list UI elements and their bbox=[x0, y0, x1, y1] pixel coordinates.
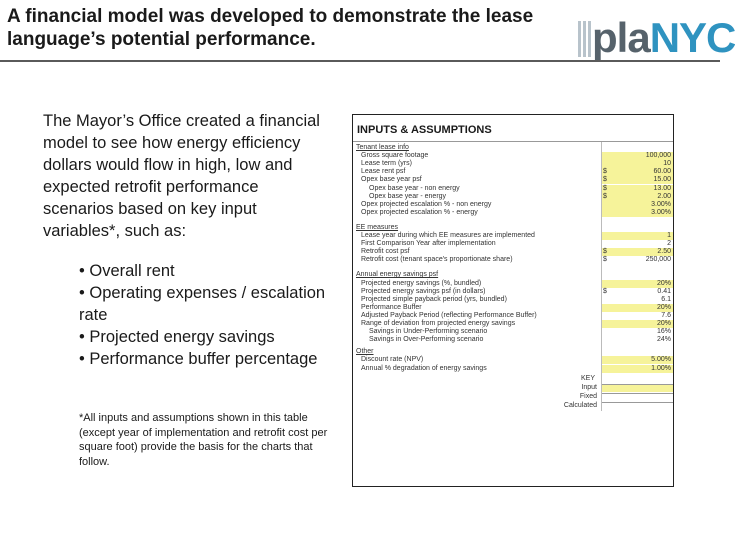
key-swatch bbox=[601, 402, 673, 410]
currency-symbol: $ bbox=[603, 168, 607, 176]
value-cell bbox=[601, 256, 673, 264]
row-value: 2.50 bbox=[657, 248, 671, 256]
table-row bbox=[353, 320, 673, 328]
row-value: 20% bbox=[656, 320, 671, 327]
table-row bbox=[353, 176, 673, 184]
value-cell bbox=[601, 312, 673, 320]
value-cell bbox=[601, 304, 673, 312]
table-row bbox=[353, 336, 673, 344]
table-row bbox=[353, 304, 673, 312]
value-cell bbox=[601, 185, 673, 193]
row-value: 10 bbox=[663, 160, 671, 168]
value-cell bbox=[601, 201, 673, 209]
value-cell bbox=[601, 193, 673, 201]
table-row bbox=[353, 248, 673, 256]
row-label: Projected energy savings psf (in dollars) bbox=[361, 287, 486, 295]
row-value: 2.00 bbox=[657, 192, 671, 200]
value-cell bbox=[601, 280, 673, 288]
table-row bbox=[353, 232, 673, 240]
list-item: • Performance buffer percentage bbox=[79, 350, 318, 368]
row-label: Opex base year - non energy bbox=[369, 184, 460, 192]
row-value: 1 bbox=[667, 232, 671, 239]
currency-symbol: $ bbox=[603, 192, 607, 200]
row-value: 5.00% bbox=[651, 356, 671, 364]
inputs-assumptions-table bbox=[352, 114, 674, 487]
list-item: • Projected energy savings bbox=[79, 328, 275, 346]
table-row bbox=[353, 160, 673, 168]
key-item-label: Fixed bbox=[579, 392, 597, 400]
currency-symbol: $ bbox=[603, 184, 607, 192]
row-value: 6.1 bbox=[661, 295, 671, 303]
table-row bbox=[353, 312, 673, 320]
row-label: Lease term (yrs) bbox=[361, 160, 412, 168]
row-label: Performance Buffer bbox=[361, 303, 422, 311]
logo-wordmark: plaNYC bbox=[592, 14, 735, 61]
list-item: • Overall rent bbox=[79, 262, 175, 280]
currency-symbol: $ bbox=[603, 287, 607, 295]
section-header: Annual energy savings psf bbox=[356, 271, 439, 279]
table-row bbox=[353, 256, 673, 264]
row-label: Adjusted Payback Period (reflecting Performance Buffer) bbox=[361, 311, 537, 319]
row-label: Retrofit cost psf bbox=[361, 248, 410, 256]
value-cell bbox=[601, 288, 673, 296]
row-label: Opex projected escalation % - non energy bbox=[361, 200, 492, 208]
list-item: • Operating expenses / escalation rate bbox=[79, 284, 326, 324]
value-cell bbox=[601, 176, 673, 184]
intro-text: The Mayor’s Office created a financial model to see how energy efficiency dollars would flow in high, low and expected retrofit performance scenarios based on key input variables*, such as: bbox=[43, 112, 320, 240]
slide-title: A financial model was developed to demonstrate the lease language’s potential performance. bbox=[7, 6, 534, 50]
table-title: INPUTS & ASSUMPTIONS bbox=[357, 124, 492, 136]
row-value: 3.00% bbox=[651, 208, 671, 216]
row-label: Projected simple payback period (yrs, bundled) bbox=[361, 295, 507, 303]
variable-list bbox=[79, 260, 329, 370]
row-label: Retrofit cost (tenant space's proportionate share) bbox=[361, 256, 513, 264]
row-label: Lease year during which EE measures are implemented bbox=[361, 232, 535, 239]
key-swatch bbox=[601, 384, 673, 392]
currency-symbol: $ bbox=[603, 256, 607, 264]
table-row bbox=[353, 193, 673, 201]
value-cell bbox=[601, 248, 673, 256]
row-label: Lease rent psf bbox=[361, 168, 406, 176]
table-row bbox=[353, 356, 673, 364]
table-row bbox=[353, 280, 673, 288]
plannyc-logo bbox=[578, 14, 735, 61]
row-label: First Comparison Year after implementation bbox=[361, 240, 496, 248]
table-row bbox=[353, 288, 673, 296]
row-label: Savings in Over-Performing scenario bbox=[369, 336, 484, 344]
value-cell bbox=[601, 296, 673, 304]
key-swatch bbox=[601, 393, 673, 401]
row-value: 16% bbox=[656, 328, 671, 336]
row-value: 250,000 bbox=[645, 256, 671, 264]
key-title: KEY bbox=[581, 374, 596, 382]
section-header: Tenant lease info bbox=[356, 144, 409, 151]
row-label: Opex base year - energy bbox=[369, 192, 447, 200]
value-cell bbox=[601, 232, 673, 240]
row-value: 100,000 bbox=[645, 152, 671, 160]
row-label: Opex base year psf bbox=[361, 176, 422, 184]
value-column-line bbox=[601, 142, 602, 411]
table-row bbox=[353, 240, 673, 248]
value-cell bbox=[601, 240, 673, 248]
row-label: Projected energy savings (%, bundled) bbox=[361, 279, 482, 287]
table-row bbox=[353, 209, 673, 217]
table-row bbox=[353, 168, 673, 176]
key-item-label: Input bbox=[581, 383, 597, 391]
row-label: Annual % degradation of energy savings bbox=[361, 364, 487, 372]
table-row bbox=[353, 201, 673, 209]
row-value: 20% bbox=[656, 279, 671, 287]
table-row bbox=[353, 296, 673, 304]
row-value: 20% bbox=[656, 303, 671, 311]
row-value: 60.00 bbox=[653, 168, 671, 176]
value-cell bbox=[601, 336, 673, 344]
row-label: Gross square footage bbox=[361, 152, 429, 160]
value-cell bbox=[601, 160, 673, 168]
value-cell bbox=[601, 365, 673, 373]
row-value: 13.00 bbox=[653, 184, 671, 192]
row-value: 1.00% bbox=[651, 364, 671, 372]
row-label: Range of deviation from projected energy savings bbox=[361, 320, 516, 327]
value-cell bbox=[601, 328, 673, 336]
row-value: 24% bbox=[656, 336, 671, 344]
table-row bbox=[353, 328, 673, 336]
row-value: 7.6 bbox=[661, 311, 671, 319]
footnote: *All inputs and assumptions shown in this table (except year of implementation and retrofit cost per square foot) provide the basis for the charts that follow. bbox=[79, 412, 328, 468]
title-divider bbox=[0, 60, 720, 62]
row-value: 3.00% bbox=[651, 200, 671, 208]
row-value: 0.41 bbox=[657, 287, 671, 295]
table-row bbox=[353, 152, 673, 160]
row-value: 15.00 bbox=[653, 176, 671, 184]
value-cell bbox=[601, 356, 673, 364]
row-label: Discount rate (NPV) bbox=[361, 356, 424, 364]
currency-symbol: $ bbox=[603, 248, 607, 256]
value-cell bbox=[601, 168, 673, 176]
row-label: Savings in Under-Performing scenario bbox=[369, 328, 488, 336]
table-divider bbox=[353, 141, 673, 142]
value-cell bbox=[601, 209, 673, 217]
section-header: Other bbox=[356, 348, 374, 356]
section-header: EE measures bbox=[356, 223, 399, 231]
row-label: Opex projected escalation % - energy bbox=[361, 208, 478, 216]
table-row bbox=[353, 365, 673, 373]
key-item-label: Calculated bbox=[563, 401, 597, 409]
row-value: 2 bbox=[667, 240, 671, 248]
currency-symbol: $ bbox=[603, 176, 607, 184]
value-cell bbox=[601, 320, 673, 328]
value-cell bbox=[601, 152, 673, 160]
table-row bbox=[353, 185, 673, 193]
